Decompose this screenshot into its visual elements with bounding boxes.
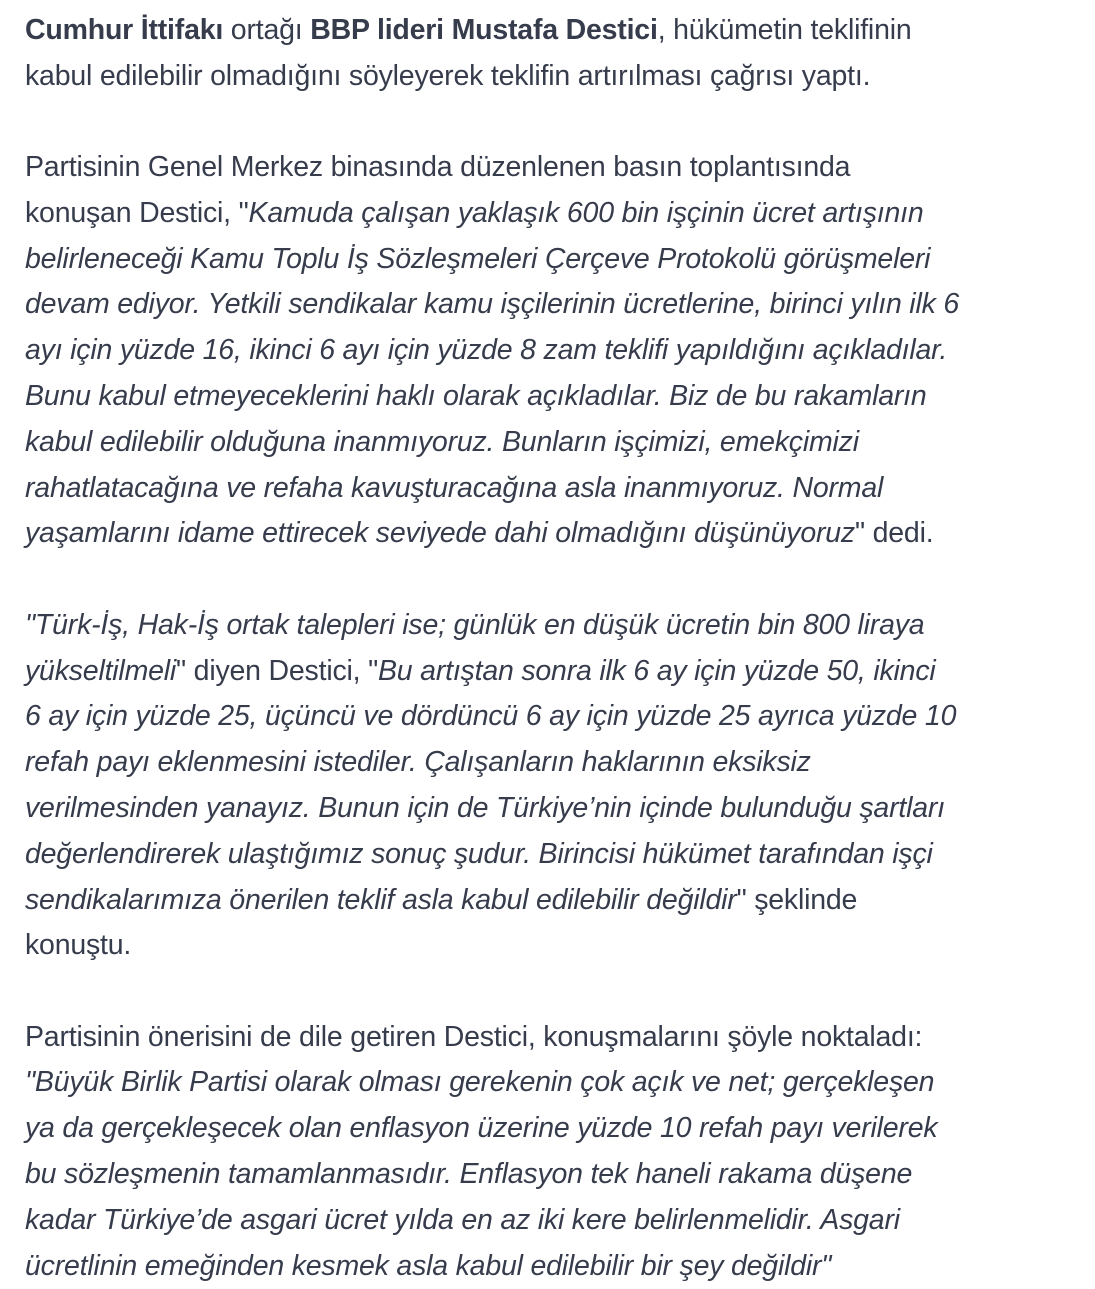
- quote-text: "Türk-İş, Hak-İş ortak talepleri ise; günlük en düşük ücretin bin 800 liraya: [25, 608, 925, 641]
- text-line: sendikalarımıza önerilen teklif asla kabul edilebilir değildir" şeklinde: [25, 883, 858, 916]
- text-line: yaşamlarını idame ettirecek seviyede dahi olmadığını düşünüyoruz" dedi.: [25, 517, 934, 550]
- text-line: yükseltilmeli" diyen Destici, "Bu artıştan sonra ilk 6 ay için yüzde 50, ikinci: [25, 654, 936, 687]
- text-line: Partisinin Genel Merkez binasında düzenlenen basın toplantısında: [25, 151, 851, 184]
- quote-text: ayı için yüzde 16, ikinci 6 ayı için yüzde 8 zam teklifi yapıldığını açıkladılar.: [25, 334, 948, 367]
- quote-text: sendikalarımıza önerilen teklif asla kabul edilebilir değildir: [25, 883, 737, 916]
- quote-text: "Büyük Birlik Partisi olarak olması gerekenin çok açık ve net; gerçekleşen: [25, 1066, 935, 1099]
- quote-text: değerlendirerek ulaştığımız sonuç şudur. Birincisi hükümet tarafından işçi: [25, 837, 933, 870]
- quote-text: ya da gerçekleşecek olan enflasyon üzerine yüzde 10 refah payı verilerek: [25, 1112, 938, 1145]
- article-paragraph-press-conference: [25, 145, 1095, 557]
- text-line: konuşan Destici, "Kamuda çalışan yaklaşık 600 bin işçinin ücret artışının: [25, 196, 924, 229]
- quote-text: bu sözleşmenin tamamlanmasıdır. Enflasyon tek haneli rakama düşene: [25, 1158, 913, 1191]
- text-line: Cumhur İttifakı ortağı BBP lideri Mustafa Destici, hükümetin teklifinin: [25, 14, 912, 46]
- article-paragraph-intro: [25, 8, 1095, 100]
- quote-text: yaşamlarını idame ettirecek seviyede dahi olmadığını düşünüyoruz: [25, 517, 855, 550]
- quote-text: yükseltilmeli: [25, 654, 177, 687]
- text-line: konuştu.: [25, 929, 132, 962]
- quote-text: ücretlinin emeğinden kesmek asla kabul edilebilir bir şey değildir": [25, 1249, 832, 1282]
- quote-text: kadar Türkiye’de asgari ücret yılda en az iki kere belirlenmelidir. Asgari: [25, 1203, 900, 1236]
- alliance-name: Cumhur İttifakı: [25, 14, 224, 46]
- article-paragraph-union-demands: [25, 603, 1095, 969]
- article-paragraph-party-proposal: [25, 1015, 1095, 1289]
- text-line: kabul edilebilir olmadığını söyleyerek teklifin artırılması çağrısı yaptı.: [25, 59, 871, 92]
- text-line: Partisinin önerisini de dile getiren Destici, konuşmalarını şöyle noktaladı:: [25, 1020, 923, 1053]
- quote-text: 6 ay için yüzde 25, üçüncü ve dördüncü 6 ay için yüzde 25 ayrıca yüzde 10: [25, 700, 957, 733]
- quote-text: Bunu kabul etmeyeceklerini haklı olarak açıkladılar. Biz de bu rakamların: [25, 380, 927, 413]
- quote-text: Bu artıştan sonra ilk 6 ay için yüzde 50, ikinci: [378, 654, 936, 687]
- quote-text: rahatlatacağına ve refaha kavuşturacağına asla inanmıyoruz. Normal: [25, 471, 884, 504]
- quote-text: verilmesinden yanayız. Bunun için de Türkiye’nin içinde bulunduğu şartları: [25, 791, 945, 824]
- party-leader-name: BBP lideri Mustafa Destici: [310, 14, 658, 46]
- quote-text: devam ediyor. Yetkili sendikalar kamu işçilerinin ücretlerine, birinci yılın ilk 6: [25, 288, 959, 321]
- quote-text: refah payı eklenmesini istediler. Çalışanların haklarının eksiksiz: [25, 746, 811, 779]
- quote-text: Kamuda çalışan yaklaşık 600 bin işçinin ücret artışının: [248, 196, 924, 229]
- quote-text: belirleneceği Kamu Toplu İş Sözleşmeleri Çerçeve Protokolü görüşmeleri: [25, 242, 931, 275]
- quote-text: kabul edilebilir olduğuna inanmıyoruz. Bunların işçimizi, emekçimizi: [25, 425, 859, 458]
